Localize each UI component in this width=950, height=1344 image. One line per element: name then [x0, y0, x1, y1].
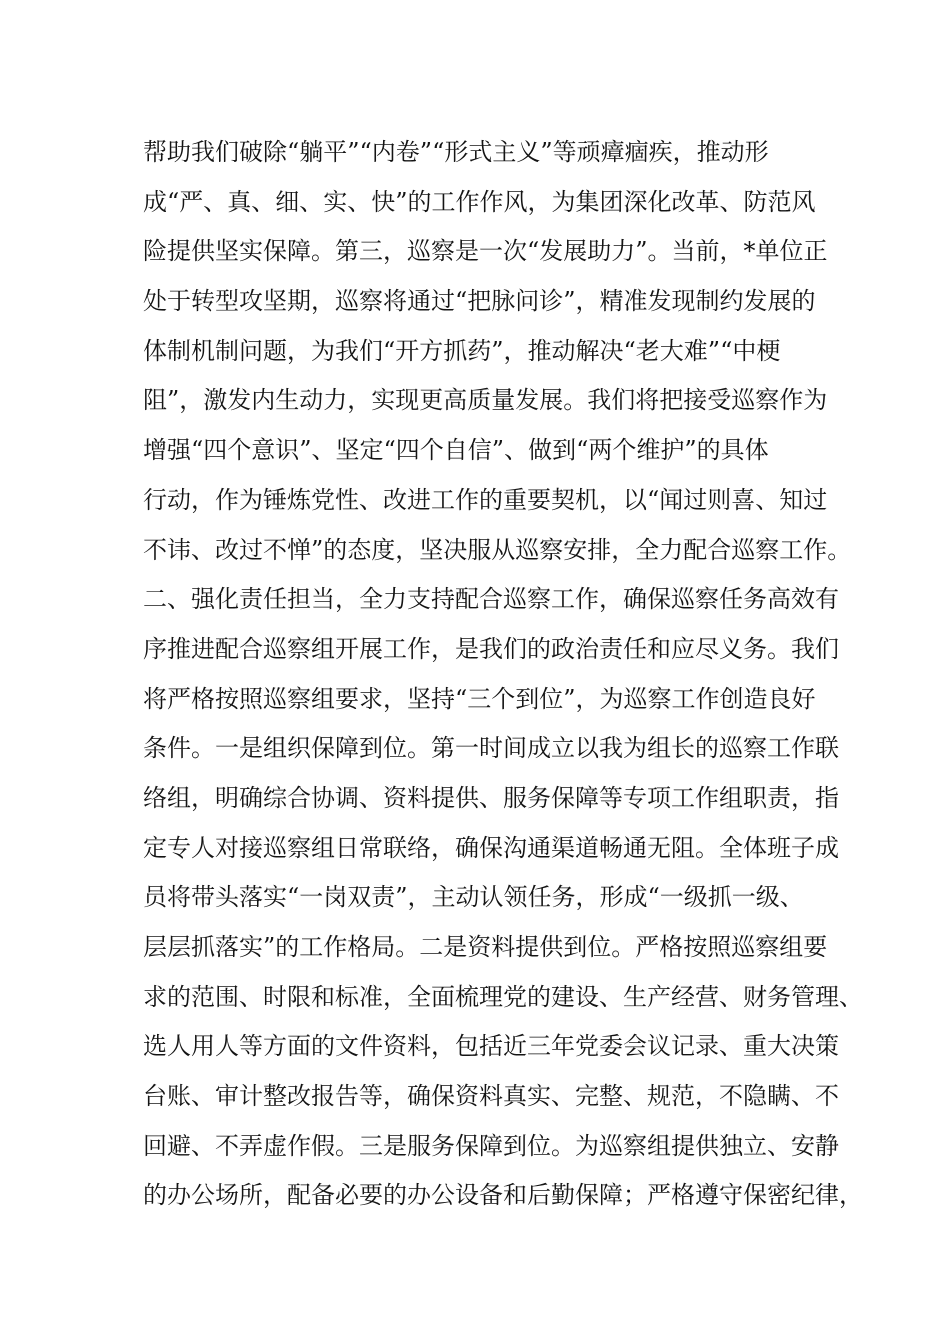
text-line-19: 选人用人等方面的文件资料，包括近三年党委会议记录、重大决策	[143, 1032, 839, 1061]
text-line-21: 回避、不弄虚作假。三是服务保障到位。为巡察组提供独立、安静	[143, 1131, 839, 1160]
text-line-20: 台账、审计整改报告等，确保资料真实、完整、规范，不隐瞒、不	[143, 1082, 839, 1111]
text-line-4: 处于转型攻坚期，巡察将通过“把脉问诊”，精准发现制约发展的	[143, 287, 816, 316]
text-line-11: 序推进配合巡察组开展工作，是我们的政治责任和应尽义务。我们	[143, 634, 839, 663]
text-line-9: 不讳、改过不惮”的态度，坚决服从巡察安排，全力配合巡察工作。	[143, 535, 852, 564]
text-line-18: 求的范围、时限和标准，全面梳理党的建设、生产经营、财务管理、	[143, 982, 863, 1011]
text-line-14: 络组，明确综合协调、资料提供、服务保障等专项工作组职责，指	[143, 783, 839, 812]
text-line-2: 成“严、真、细、实、快”的工作作风，为集团深化改革、防范风	[143, 187, 816, 216]
text-line-17: 层层抓落实”的工作格局。二是资料提供到位。严格按照巡察组要	[143, 933, 828, 961]
body-text	[143, 128, 863, 1221]
text-line-5: 体制机制问题，为我们“开方抓药”，推动解决“老大难”“中梗	[143, 336, 781, 365]
text-line-22: 的办公场所，配备必要的办公设备和后勤保障；严格遵守保密纪律，	[143, 1181, 863, 1210]
text-line-15: 定专人对接巡察组日常联络，确保沟通渠道畅通无阻。全体班子成	[143, 833, 839, 862]
text-line-12: 将严格按照巡察组要求，坚持“三个到位”，为巡察工作创造良好	[143, 684, 816, 713]
text-line-13: 条件。一是组织保障到位。第一时间成立以我为组长的巡察工作联	[143, 734, 839, 763]
text-line-7: 增强“四个意识”、坚定“四个自信”、做到“两个维护”的具体	[143, 436, 769, 465]
text-line-10: 二、强化责任担当，全力支持配合巡察工作，确保巡察任务高效有	[143, 585, 839, 614]
text-line-1: 帮助我们破除“躺平”“内卷”“形式主义”等顽瘴痼疾，推动形	[143, 138, 769, 166]
text-line-16: 员将带头落实“一岗双责”，主动认领任务，形成“一级抓一级、	[143, 883, 804, 912]
text-line-3: 险提供坚实保障。第三，巡察是一次“发展助力”。当前，*单位正	[143, 237, 828, 266]
text-line-6: 阻”，激发内生动力，实现更高质量发展。我们将把接受巡察作为	[143, 386, 828, 415]
text-line-8: 行动，作为锤炼党性、改进工作的重要契机，以“闻过则喜、知过	[143, 485, 828, 514]
